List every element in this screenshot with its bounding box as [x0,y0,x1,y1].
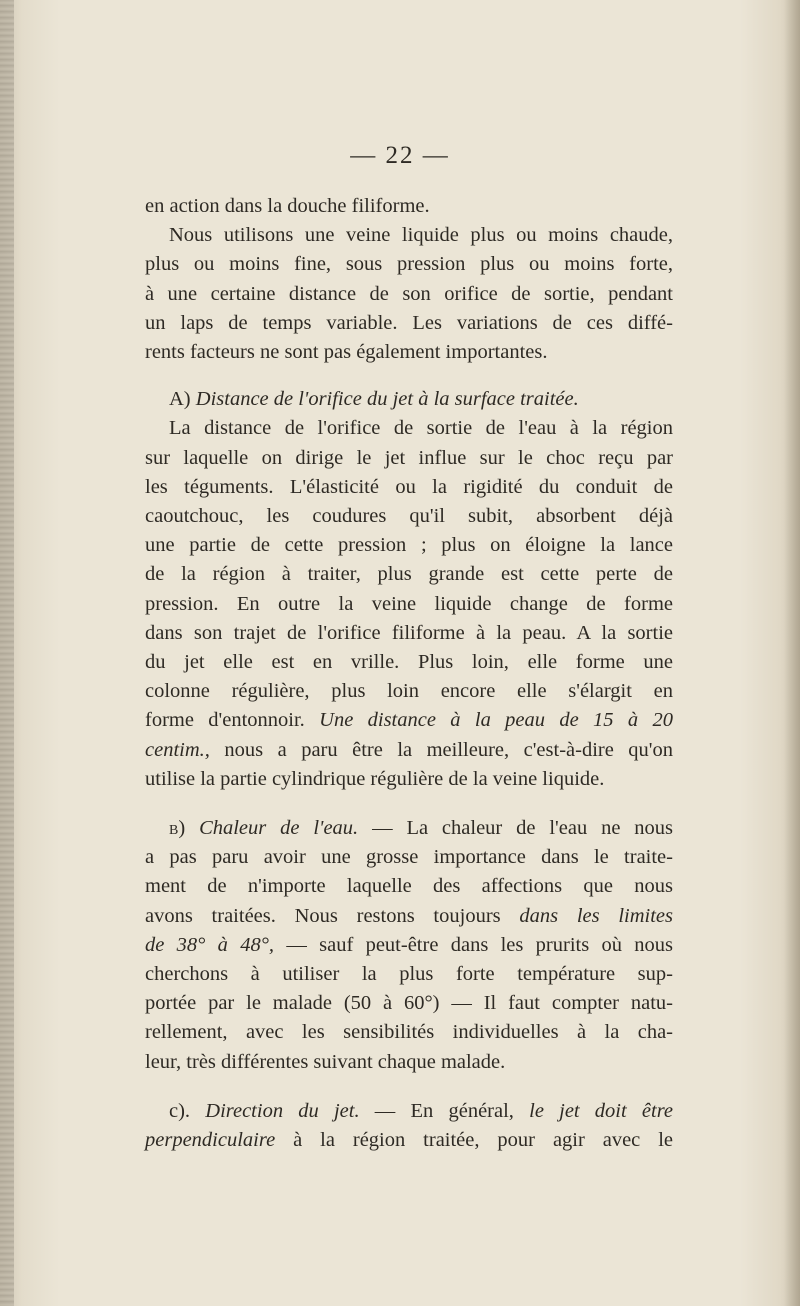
section-heading-a [145,385,673,414]
text-fragment: à la région traitée, pour agir avec le [293,1129,674,1152]
section-label-c: c). [169,1099,191,1122]
page-edge-shadow [784,0,800,1306]
text-line: caoutchouc, les coudures qu'il subit, absorbent déjà [145,505,673,528]
text-line: les téguments. L'élasticité ou la rigidité du conduit de [145,475,673,498]
text-line: à une certaine distance de son orifice de sortie, pendant [145,282,673,305]
text-line: en action dans la douche filiforme. [145,195,430,217]
text-line: dans son trajet de l'orifice filiforme à la peau. A la sortie [145,621,673,644]
text-line [145,1126,673,1155]
text-emphasis: Une distance à la peau de 15 à 20 [319,709,673,732]
text-line [145,736,673,765]
text-line: rellement, avec les sensibilités individuelles à la cha- [145,1021,673,1044]
text-line: La distance de l'orifice de sortie de l'eau à la région [169,417,673,440]
section-heading-c [145,1097,673,1126]
text-line [145,931,673,960]
paragraph-gap [145,794,673,814]
text-fragment: — En général, [374,1099,514,1122]
text-emphasis: perpendiculaire [145,1129,276,1152]
text-line: rents facteurs ne sont pas également importantes. [145,341,548,364]
text-line [145,706,673,735]
book-spine-shadow [0,0,14,1306]
text-line: cherchons à utiliser la plus forte température sup- [145,963,673,986]
text-line: utilise la partie cylindrique régulière de la veine liquide. [145,767,605,790]
section-title-c: Direction du jet. [205,1099,360,1122]
text-line: portée par le malade (50 à 60°) — Il faut compter natu- [145,992,673,1015]
section-label-b: b) [169,817,186,840]
section-label-a: A) [169,388,191,411]
text-line: du jet elle est en vrille. Plus loin, elle forme une [145,651,673,674]
text-fragment: avons traitées. Nous restons toujours [145,904,501,927]
text-fragment: forme d'entonnoir. [145,709,305,732]
text-line: de la région à traiter, plus grande est cette perte de [145,563,673,586]
body-text [145,192,673,1155]
text-emphasis: de 38° à 48°, [145,933,275,956]
page-number: — 22 — [350,142,450,169]
text-line [145,902,673,931]
text-emphasis: centim., [145,738,210,761]
paragraph-gap [145,1077,673,1097]
text-fragment: nous a paru être la meilleure, c'est-à-dire qu'on [224,738,674,761]
text-line: leur, très différentes suivant chaque malade. [145,1050,506,1073]
section-heading-b [145,814,673,843]
text-fragment: — sauf peut-être dans les prurits où nous [286,933,674,956]
text-emphasis: le jet doit être [529,1099,674,1122]
paragraph-gap [145,367,673,385]
text-line: a pas paru avoir une grosse importance dans le traite- [145,846,673,869]
text-fragment: — La chaleur de l'eau ne nous [372,817,674,840]
text-line: sur laquelle on dirige le jet influe sur le choc reçu par [145,446,673,469]
section-title-a: Distance de l'orifice du jet à la surface traitée. [195,388,579,411]
text-line: ment de n'importe laquelle des affections que nous [145,875,673,898]
text-line: une partie de cette pression ; plus on éloigne la lance [145,534,673,557]
text-line: pression. En outre la veine liquide change de forme [145,592,673,615]
text-emphasis: dans les limites [519,904,673,927]
section-title-b: Chaleur de l'eau. [199,817,359,840]
text-line: plus ou moins fine, sous pression plus ou moins forte, [145,253,673,276]
text-line: colonne régulière, plus loin encore elle s'élargit en [145,680,673,703]
text-line: Nous utilisons une veine liquide plus ou moins chaude, [169,224,673,247]
text-line: un laps de temps variable. Les variations de ces diffé- [145,311,673,334]
